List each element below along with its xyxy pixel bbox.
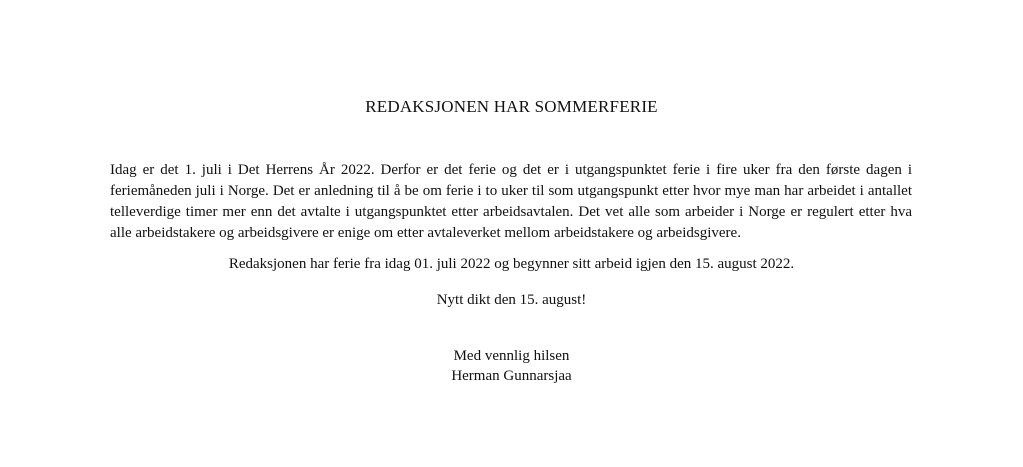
signature-name: Herman Gunnarsjaa	[451, 368, 572, 384]
poem-note: Nytt dikt den 15. august!	[436, 292, 587, 308]
closing-greeting: Med vennlig hilsen	[453, 348, 570, 364]
page-title: REDAKSJONEN HAR SOMMERFERIE	[365, 97, 658, 116]
body-paragraph: Idag er det 1. juli i Det Herrens År 2022. Derfor er det ferie og det er i utgangspunktet ferie i fire uker fra den første dagen i feriemåneden juli i Norge. Det er anledning til å be om ferie i to uker til som utgangspunkt etter hvor mye man har arbeidet i antallet telleverdige timer mer enn det avtalte i utgangspunktet etter arbeidsavtalen. Det vet alle som arbeider i Norge er regulert etter hva alle arbeidstakere og arbeidsgivere er enige om etter avtaleverket mellom arbeidstakere og arbeidsgivere.	[110, 162, 912, 241]
vacation-announcement: Redaksjonen har ferie fra idag 01. juli 2022 og begynner sitt arbeid igjen den 15. august 2022.	[228, 256, 795, 272]
